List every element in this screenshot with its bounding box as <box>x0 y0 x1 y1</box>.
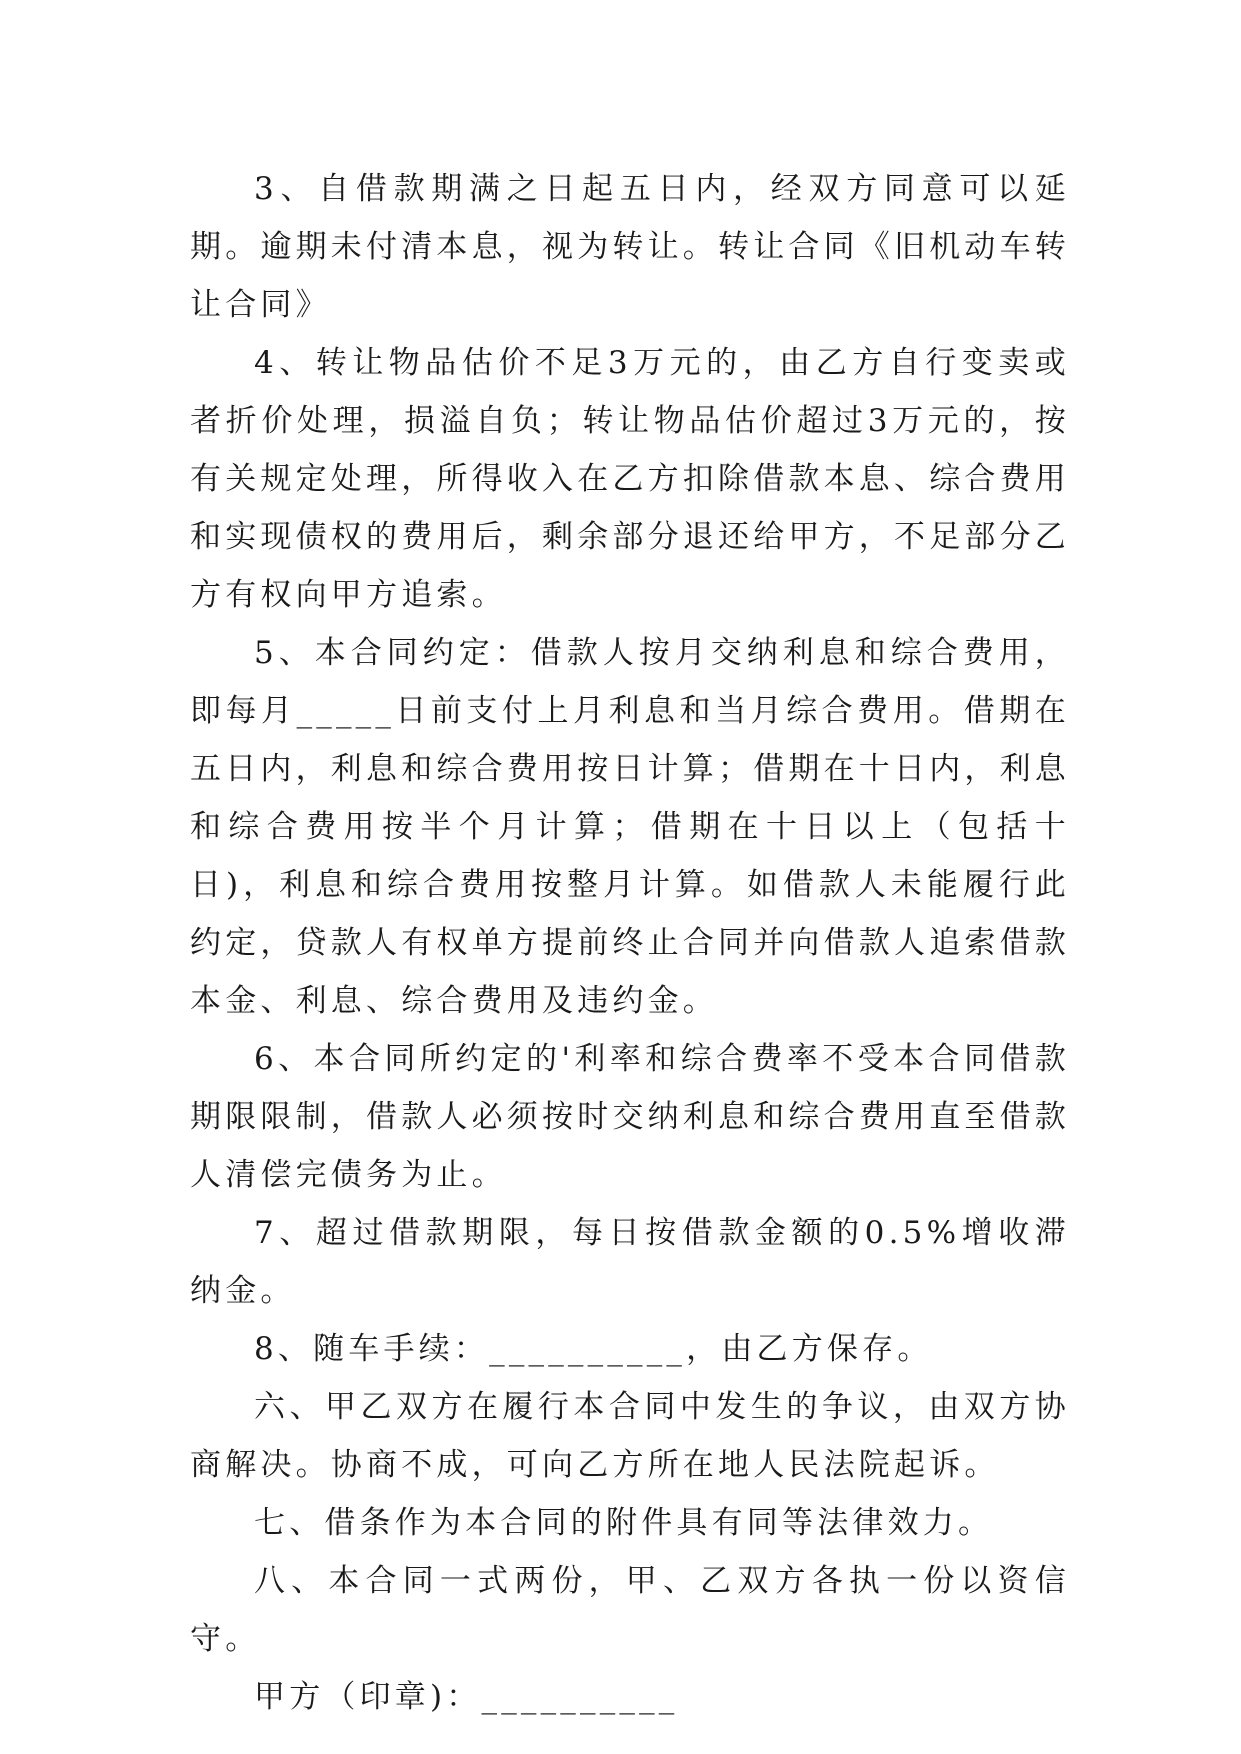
party-a-seal-line: 甲方（印章)：__________ <box>254 1679 679 1715</box>
clause-6-rate-terms: 6、本合同所约定的'利率和综合费率不受本合同借款期限限制，借款人必须按时交纳利息和综合费用直至借款人清偿完债务为止。 <box>190 1041 1070 1193</box>
contract-body <box>190 160 1070 1726</box>
article-6-dispute-resolution: 六、甲乙双方在履行本合同中发生的争议，由双方协商解决。协商不成，可向乙方所在地人民法院起诉。 <box>190 1389 1070 1483</box>
clause-5-interest-payment: 5、本合同约定：借款人按月交纳利息和综合费用，即每月_____日前支付上月利息和当月综合费用。借期在五日内，利息和综合费用按日计算；借期在十日内，利息和综合费用按半个月计算；借期在十日以上（包括十日)，利息和综合费用按整月计算。如借款人未能履行此约定，贷款人有权单方提前终止合同并向借款人追索借款本金、利息、综合费用及违约金。 <box>190 635 1070 1019</box>
clause-7-late-fee: 7、超过借款期限，每日按借款金额的0.5%增收滞纳金。 <box>190 1215 1070 1309</box>
clause-8-vehicle-documents: 8、随车手续：__________，由乙方保存。 <box>254 1331 933 1367</box>
clause-4-valuation: 4、转让物品估价不足3万元的，由乙方自行变卖或者折价处理，损溢自负；转让物品估价超过3万元的，按有关规定处理，所得收入在乙方扣除借款本息、综合费用和实现债权的费用后，剩余部分退还给甲方，不足部分乙方有权向甲方追索。 <box>190 345 1070 613</box>
clause-3-extension: 3、自借款期满之日起五日内，经双方同意可以延期。逾期未付清本息，视为转让。转让合同《旧机动车转让合同》 <box>190 171 1070 323</box>
article-8-copies: 八、本合同一式两份，甲、乙双方各执一份以资信守。 <box>190 1563 1070 1657</box>
article-7-iou-attachment: 七、借条作为本合同的附件具有同等法律效力。 <box>254 1505 994 1541</box>
